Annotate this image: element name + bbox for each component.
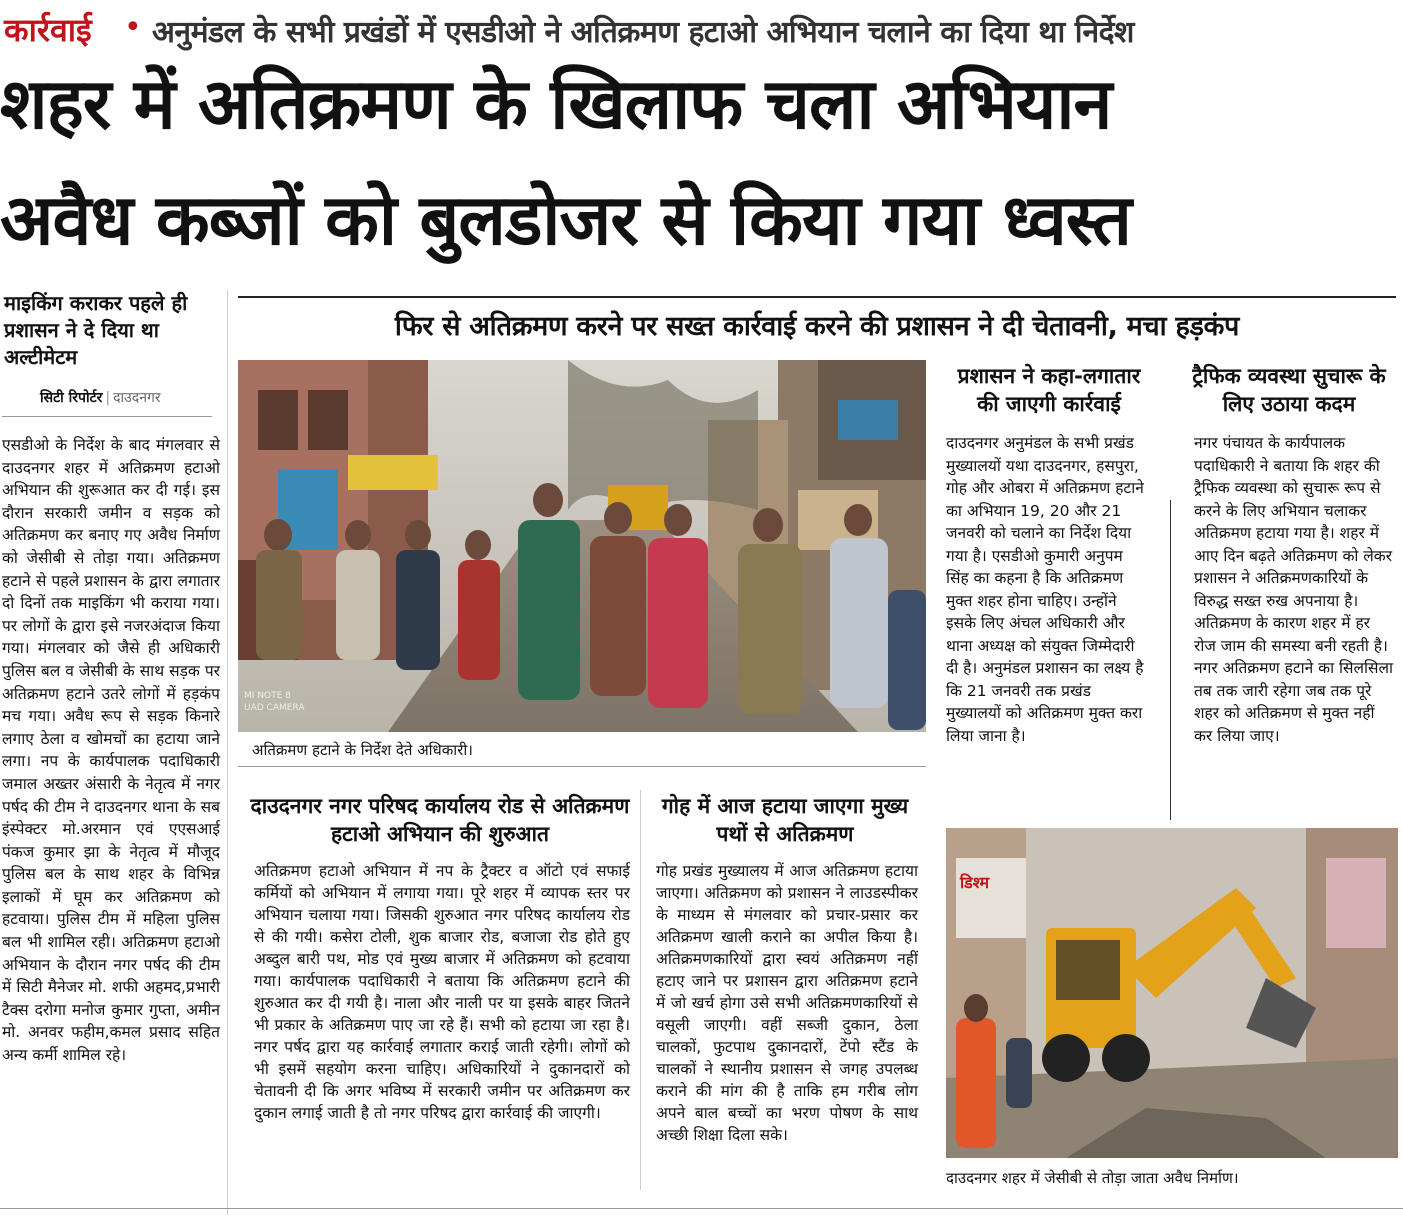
- story-goh-body: गोह प्रखंड मुख्यालय में आज अतिक्रमण हटाया जाएगा। अतिक्रमण को प्रशासन ने लाउडस्पीकर के माध्यम से मंगलवार को प्रचार-प्रसार कर अतिक्रमण खाली कराने का अपील किया है। अतिक्रमणकारियों द्वारा स्वयं अतिक्रमण नहीं हटाए जाने पर प्रशासन द्वारा अतिक्रमण हटाने में जो खर्च होगा उसे सभी अतिक्रमणकारियों से वसूली जाएगी। वहीं सब्जी दुकान, ठेला चालकों, फुटपाथ दुकानदारों, टेंपो स्टैंड के चालकों ने स्थानीय प्रशासन से जगह उपलब्ध कराने की मांग की है ताकि हम गरीब लोग अपने बाल बच्चों का भरण पोषण के साथ अच्छी शिक्षा दिला सके।: [656, 862, 918, 1144]
- subheadline-rule: [238, 296, 1396, 298]
- story-dn-road-heading: दाउदनगर नगर परिषद कार्यालय रोड से अतिक्रमण हटाओ अभियान की शुरुआत: [250, 794, 630, 846]
- main-photo: [238, 360, 926, 732]
- column-divider-right: [1170, 500, 1171, 820]
- story-continuous-body: दाउदनगर अनुमंडल के सभी प्रखंड मुख्यालयों यथा दाउदनगर, हसपुरा, गोह और ओबरा में अतिक्रमण हटाने का अभियान 19, 20 और 21 जनवरी को चलाने का निर्देश दिया गया है। एसडीओ कुमारी अनुपम सिंह का कहना है कि अतिक्रमण मुक्त शहर होना चाहिए। उन्होंने इसके लिए अंचल अधिकारी और थाना अध्यक्ष को संयुक्त जिम्मेदारी दी है। अनुमंडल प्रशासन का लक्ष्य है कि 21 जनवरी तक प्रखंड मुख्यालयों को अतिक्रमण मुक्त करा लिया जाना है।: [946, 434, 1144, 745]
- jcb-photo-image: [946, 828, 1398, 1158]
- bottom-rule: [0, 1208, 1403, 1209]
- kicker: [0, 8, 1403, 54]
- main-photo-image: [238, 360, 926, 732]
- byline-separator: |: [105, 390, 111, 406]
- byline-author: सिटी रिपोर्टर: [40, 390, 103, 406]
- story-traffic-heading: ट्रैफिक व्यवस्था सुचारू के लिए उठाया कदम: [1192, 364, 1386, 416]
- byline-place: दाउदनगर: [113, 390, 161, 406]
- story-traffic-body: नगर पंचायत के कार्यपालक पदाधिकारी ने बताया कि शहर की ट्रैफिक व्यवस्था को सुचारू रूप से करने के लिए अभियान चलाकर अतिक्रमण हटाया गया है। शहर में आए दिन बढ़ते अतिक्रमण को लेकर प्रशासन ने अतिक्रमणकारियों के विरुद्ध सख्त रुख अपनाया है। अतिक्रमण के कारण शहर में हर रोज जाम की समस्या बनी रहती है। नगर अतिक्रमण हटाने का सिलसिला तब तक जारी रहेगा जब तक पूरे शहर को अतिक्रमण से मुक्त नहीं कर लिया जाए।: [1194, 434, 1394, 745]
- byline: [40, 388, 210, 407]
- kicker-label: कार्रवाई: [4, 11, 92, 49]
- shop-sign-text: डिश्म: [960, 873, 990, 892]
- column-divider-middle: [640, 790, 641, 1190]
- jcb-photo-caption: दाउदनगर शहर में जेसीबी से तोड़ा जाता अवैध निर्माण।: [946, 1169, 1239, 1187]
- kicker-bullet-icon: •: [124, 10, 142, 45]
- column-divider-left: [227, 290, 228, 1215]
- subheadline: फिर से अतिक्रमण करने पर सख्त कार्रवाई करने की प्रशासन ने दी चेतावनी, मचा हड़कंप: [394, 311, 1240, 342]
- story-goh-heading: गोह में आज हटाया जाएगा मुख्य पथों से अतिक्रमण: [661, 794, 909, 846]
- byline-rule: [2, 416, 212, 417]
- jcb-photo: [946, 828, 1398, 1158]
- headline-line-1: शहर में अतिक्रमण के खिलाफ चला अभियान: [0, 63, 1112, 145]
- story-continuous-heading: प्रशासन ने कहा-लगातार की जाएगी कार्रवाई: [957, 364, 1141, 416]
- side-story-heading: माइकिंग कराकर पहले ही प्रशासन ने दे दिया था अल्टीमेटम: [4, 291, 188, 369]
- headline-line-2: अवैध कब्जों को बुलडोजर से किया गया ध्वस्त: [0, 179, 1131, 261]
- photo-watermark-line-1: MI NOTE 8: [244, 691, 291, 701]
- story-dn-road-body: अतिक्रमण हटाओ अभियान में नप के ट्रैक्टर व ऑटो एवं सफाई कर्मियों को अभियान में लगाया गया। पूरे शहर में व्यापक स्तर पर अभियान चलाया गया। जिसकी शुरुआत नगर परिषद कार्यालय रोड से की गयी। कसेरा टोली, शुक बाजार रोड, बजाजा रोड होते हुए अब्दुल बारी पथ, मोड एवं मुख्य बाजार में अतिक्रमण को हटवाया गया। कार्यपालक पदाधिकारी ने बताया कि अतिक्रमण हटाने की शुरुआत कर दी गयी है। नाला और नाली पर या इसके बाहर जितने भी प्रकार के अतिक्रमण पाए जा रहे हैं। सभी को हटाया जा रहा है। नगर पर्षद द्वारा यह कार्रवाई लगातार कराई जाती रहेगी। लोगों को भी इसमें सहयोग करना चाहिए। अधिकारियों ने दुकानदारों को चेतावनी दी कि अगर भविष्य में सरकारी जमीन पर अतिक्रमण कर दुकान लगाई जाती है तो नगर परिषद द्वारा कार्रवाई की जाएगी।: [254, 862, 630, 1122]
- photo-watermark-line-2: UAD CAMERA: [244, 703, 305, 713]
- caption-rule: [238, 766, 926, 767]
- kicker-text: अनुमंडल के सभी प्रखंडों में एसडीओ ने अतिक्रमण हटाओ अभियान चलाने का दिया था निर्देश: [152, 15, 1134, 50]
- main-photo-caption: अतिक्रमण हटाने के निर्देश देते अधिकारी।: [252, 741, 473, 759]
- side-story-body: एसडीओ के निर्देश के बाद मंगलवार से दाउदनगर शहर में अतिक्रमण हटाओ अभियान की शुरूआत कर दी गई। इस दौरान सरकारी जमीन व सड़क को अतिक्रमण कर बनाए गए अवैध निर्माण को जेसीबी से तोड़ा गया। अतिक्रमण हटाने से पहले प्रशासन के द्वारा लगातार दो दिनों तक माइकिंग भी कराया गया। पर लोगों के द्वारा इसे नजरअंदाज किया गया। मंगलवार को जैसे ही अधिकारी पुलिस बल व जेसीबी के साथ सड़क पर अतिक्रमण हटाने उतरे लोगों में हड़कंप मच गया। अवैध रूप से सड़क किनारे लगाए ठेला व खोमचों का हटाया जाने लगा। नप के कार्यपालक पदाधिकारी जमाल अख्तर अंसारी के नेतृत्व में नगर पर्षद की टीम ने दाउदनगर थाना के सब इंस्पेक्टर मो.अरमान एवं एएसआई पंकज कुमार झा के नेतृत्व में मौजूद पुलिस बल के साथ शहर के विभिन्न इलाकों में घूम कर अतिक्रमण को हटवाया। पुलिस टीम में महिला पुलिस बल भी शामिल रही। अतिक्रमण हटाओ अभियान के दौरान नगर पर्षद की टीम में सिटी मैनेजर मो. शफी अहमद,प्रभारी टैक्स दरोगा मनोज कुमार गुप्ता, अमीन मो. अनवर फहीम,कमल प्रसाद सहित अन्य कर्मी शामिल रहे।: [2, 436, 220, 1065]
